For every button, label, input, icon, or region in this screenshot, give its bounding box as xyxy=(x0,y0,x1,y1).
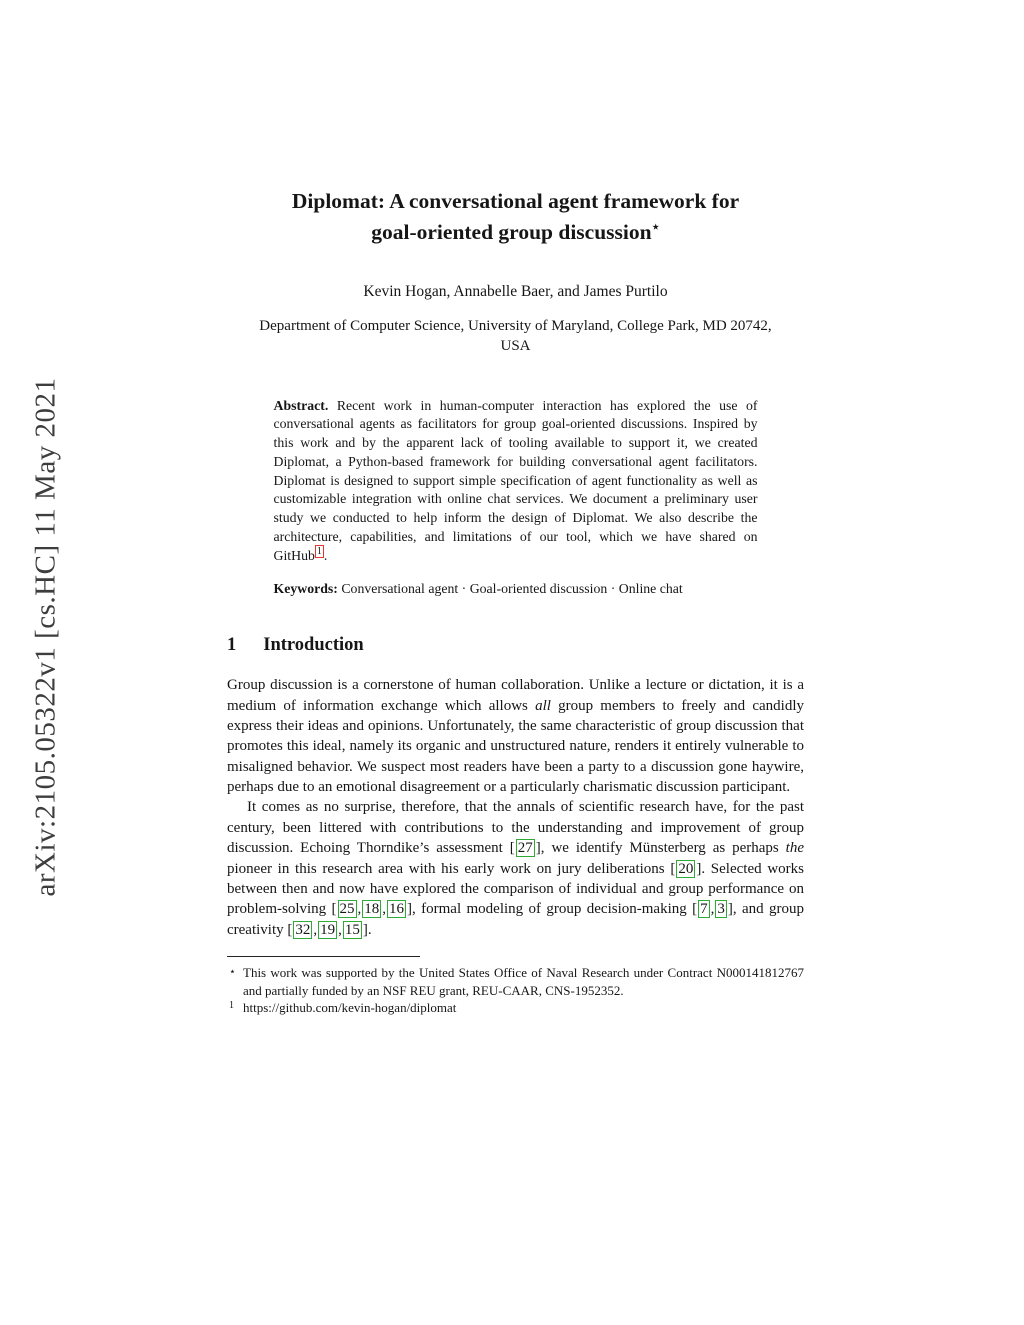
citation-link[interactable]: 3 xyxy=(717,901,725,918)
section-number: 1 xyxy=(227,635,237,656)
authors-line: Kevin Hogan, Annabelle Baer, and James Purtilo xyxy=(363,283,668,301)
paper-title-line2: goal-oriented group discussion xyxy=(371,219,652,244)
paper-title-line1: Diplomat: A conversational agent framework for xyxy=(291,189,740,213)
intro-paragraph-2: It comes as no surprise, therefore, that the annals of scientific research have, for the past century, been littered with contributions to the understanding and improvement of group discussion. Echoing Thorndike’s assessment [ 27 ], we identify Münsterberg as perhaps the pioneer in this research area with his early work on jury deliberations [ 20 ]. Selected works between then and now have explored the comparison of individual and group performance on problem-solving [ 25 , 18 , 16 ], formal modeling of group decision-making [ 7 , 3 ], and group creativity [ 32 , 19 , 15 ]. xyxy=(227,799,805,938)
keywords-text: Conversational agent · Goal-oriented discussion · Online chat xyxy=(341,581,683,597)
footnote-star xyxy=(227,964,804,999)
footnote-github xyxy=(227,999,804,1017)
affiliation-line1: Department of Computer Science, University of Maryland, College Park, MD 20742, xyxy=(259,318,772,335)
paper-content xyxy=(227,186,804,1017)
affiliation-line2: USA xyxy=(500,337,531,354)
abstract xyxy=(274,397,758,566)
citation-link[interactable]: 20 xyxy=(678,860,694,877)
citation-link[interactable]: 16 xyxy=(389,901,405,918)
citation-link[interactable]: 32 xyxy=(295,921,311,938)
footnote-star-text: This work was supported by the United States Office of Naval Research under Contract N000141812767 and partially funded by an NSF REU grant, REU-CAAR, CNS-1952352. xyxy=(243,965,804,998)
abstract-text: Recent work in human-computer interaction has explored the use of conversational agents as facilitators for group goal-oriented discussions. Inspired by this work and by the apparent lack of tooling available to support it, we created Diplomat, a Python-based framework for building conversational agent facilitators. Diplomat is designed to support simple specification of agent functionality as well as customizable integration with online chat services. We document a preliminary user study we conducted to help inform the design of Diplomat. We also describe the architecture, capabilities, and limitations of our tool, which we have shared on GitHub $^1$ . xyxy=(273,397,758,563)
arxiv-watermark: arXiv:2105.05322v1 [cs.HC] 11 May 2021 xyxy=(29,377,62,897)
paper-title xyxy=(227,186,804,247)
citation-link[interactable]: 19 xyxy=(320,921,336,938)
emphasized-text: the xyxy=(785,840,804,857)
emphasized-text: all xyxy=(535,697,551,714)
title-star-footnote-mark: ⋆ xyxy=(651,218,660,234)
footnote-rule xyxy=(227,956,420,957)
section-title: Introduction xyxy=(263,635,364,656)
citation-link[interactable]: 25 xyxy=(339,901,355,918)
keywords-line xyxy=(274,580,758,599)
keywords-label: Keywords: xyxy=(273,581,338,597)
github-url-link[interactable]: https://github.com/kevin-hogan/diplomat xyxy=(243,1000,457,1016)
affiliation xyxy=(227,317,804,357)
footnote-star-marker: ⋆ xyxy=(229,966,236,979)
citation-link[interactable]: 15 xyxy=(344,921,360,938)
footnotes-area xyxy=(227,956,804,1017)
citation-link[interactable]: 7 xyxy=(700,901,708,918)
citation-link[interactable]: 27 xyxy=(517,840,533,857)
abstract-label: Abstract. xyxy=(273,397,329,413)
citation-link[interactable]: 18 xyxy=(364,901,380,918)
footnote-one-marker: 1 xyxy=(229,1000,234,1012)
intro-paragraph-1: Group discussion is a cornerstone of human collaboration. Unlike a lecture or dictation, it is a medium of information exchange which allows all group members to freely and candidly express their ideas and opinions. Unfortunately, the same characteristic of group discussion that promotes this ideal, namely its organic and unstructured nature, renders it entirely vulnerable to misaligned behavior. We suspect most readers have been a party to a discussion gone haywire, perhaps due to an emotional disagreement or a particularly charismatic discussion participant. xyxy=(227,677,804,796)
section-heading-introduction xyxy=(227,635,804,656)
footnote-link[interactable]: 1 xyxy=(316,546,322,558)
